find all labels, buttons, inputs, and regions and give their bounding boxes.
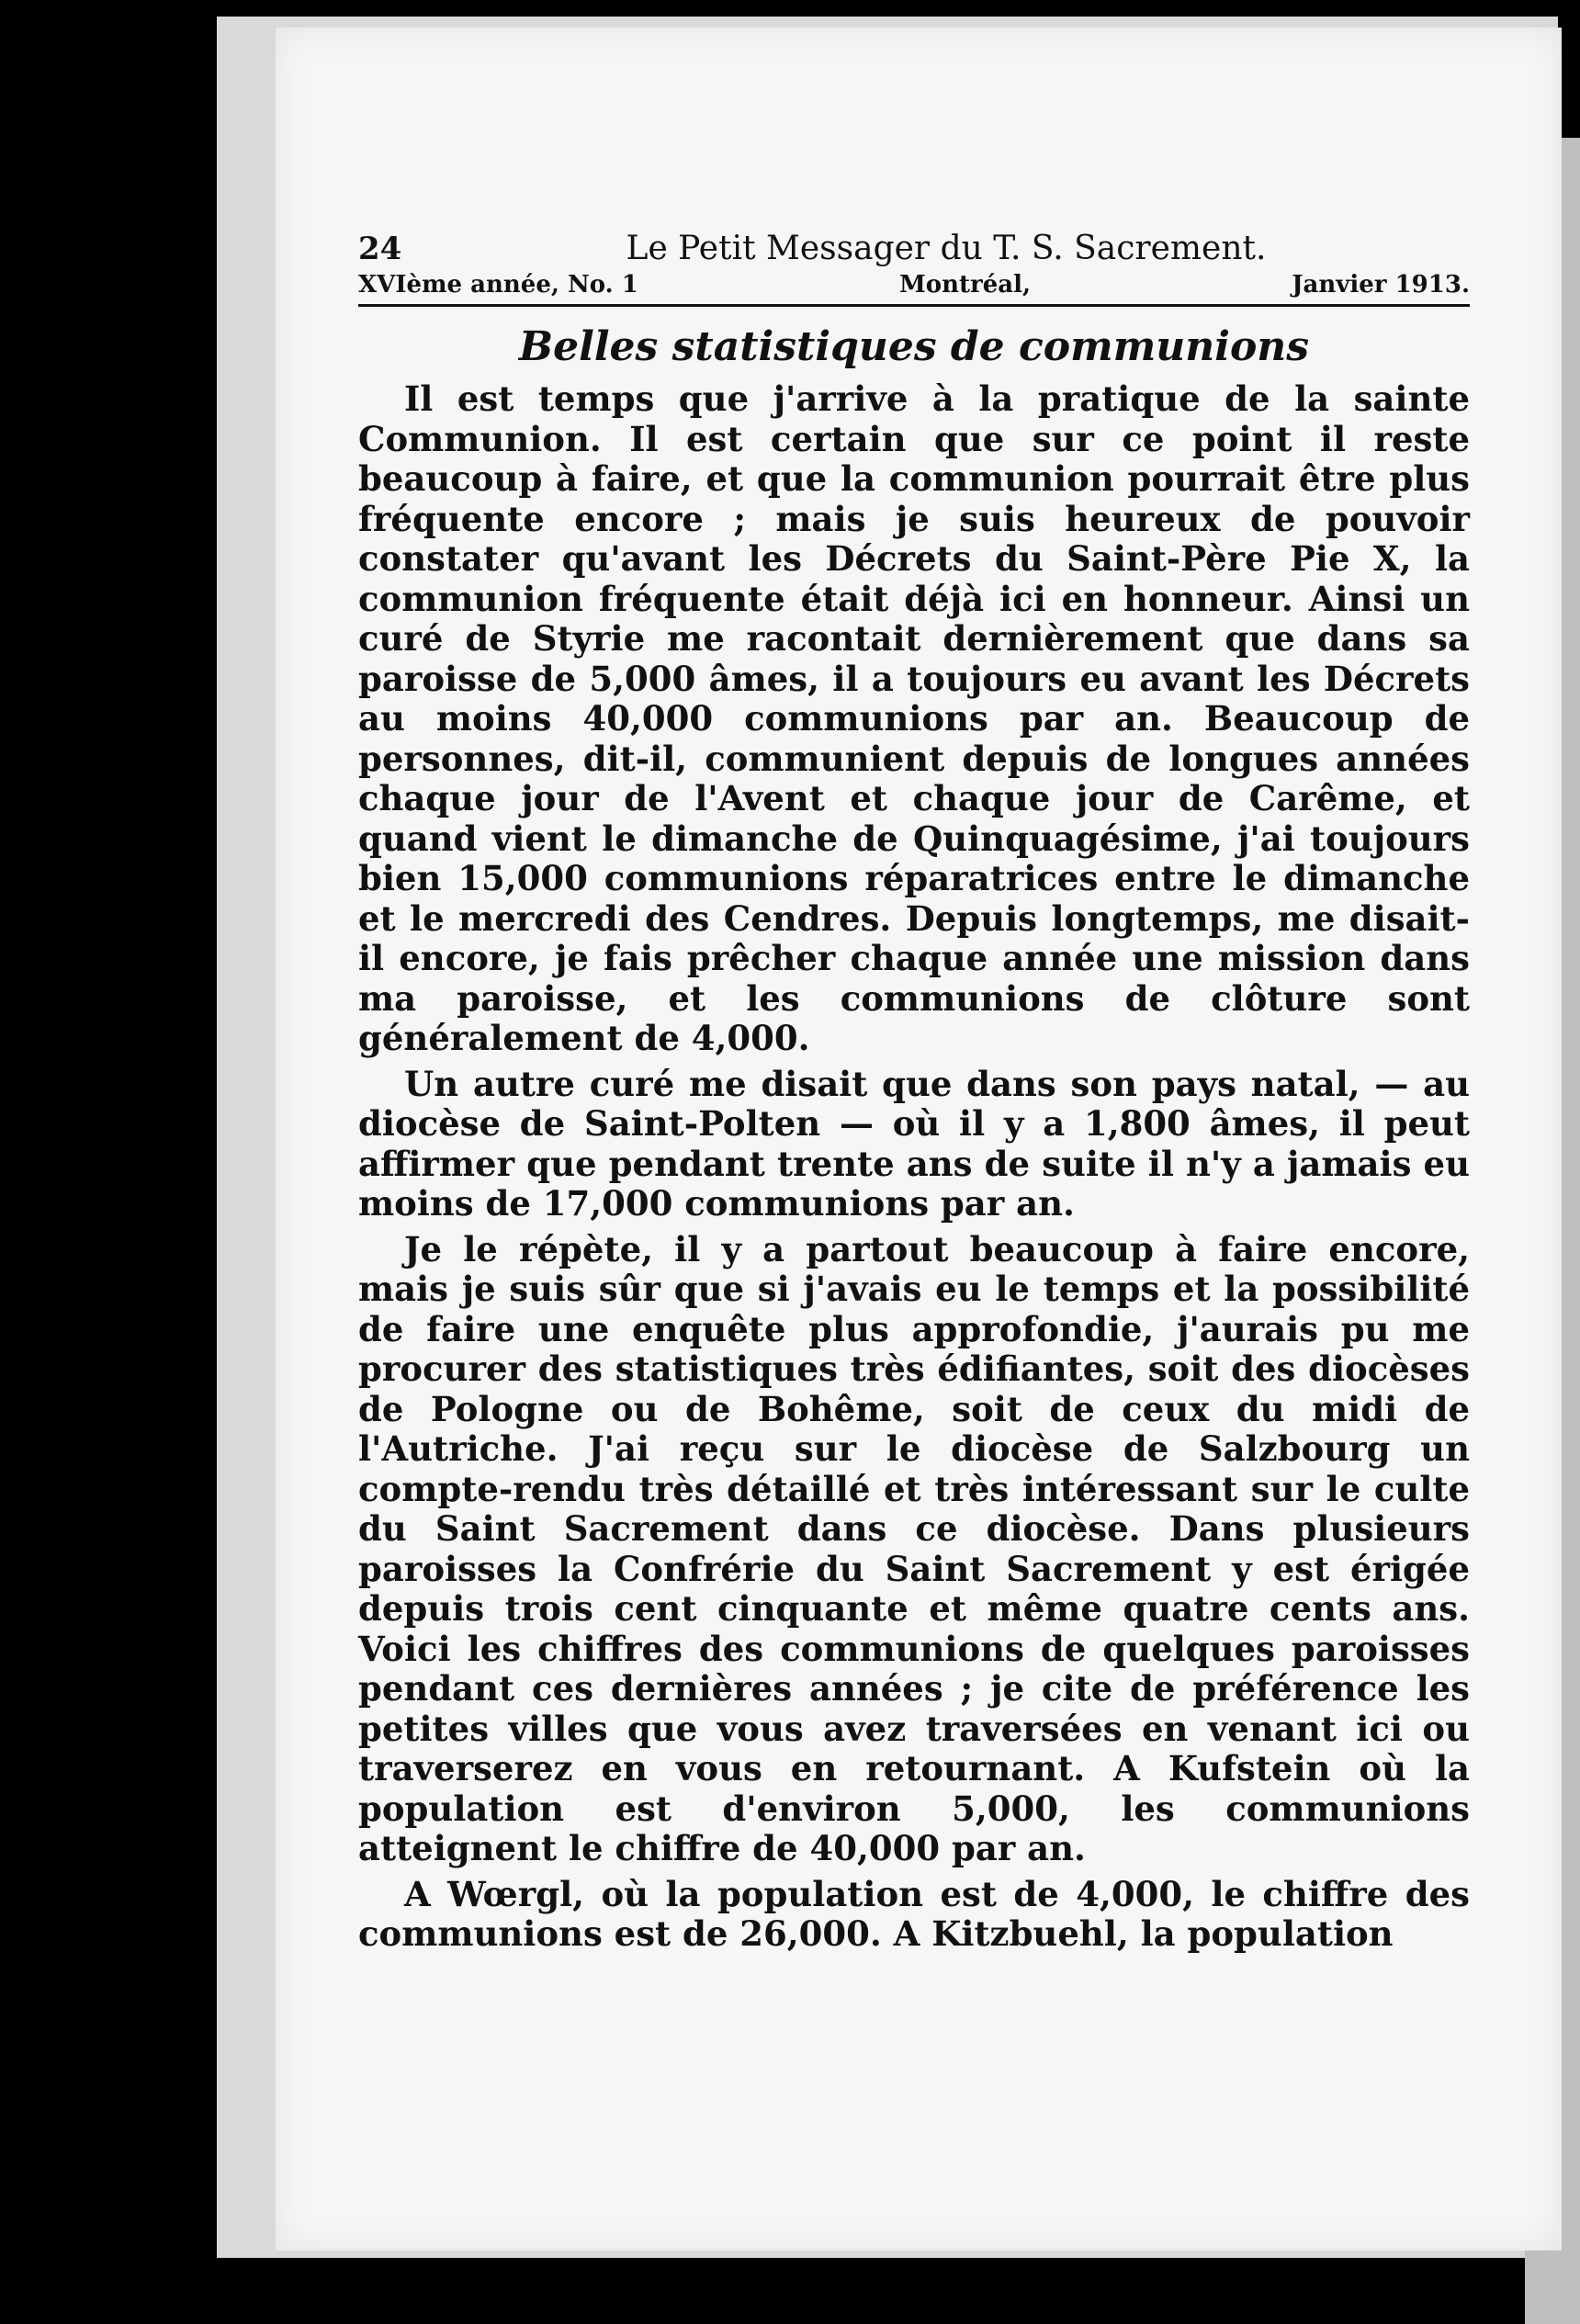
paragraph-2: Un autre curé me disait que dans son pays natal, — au diocèse de Saint-Polten — où il y a 1,800 âmes, il peut affirmer que pendant trente ans de suite il n'y a jamais eu moins de 17,000 communions par an. [358,1063,1470,1224]
paragraph-3: Je le répète, il y a partout beaucoup à faire encore, mais je suis sûr que si j'avais eu le temps et la possibilité de faire une enquête plus approfondie, j'aurais pu me procurer des statistiques très édifiantes, soit des diocèses de Pologne ou de Bohême, soit de ceux du midi de l'Autriche. J'ai reçu sur le diocèse de Salzbourg un compte-rendu très détaillé et très intéressant sur le culte du Saint Sacrement dans ce diocèse. Dans plusieurs paroisses la Confrérie du Saint Sacrement y est érigée depuis trois cent cinquante et même quatre cents ans. Voici les chiffres des communions de quelques paroisses pendant ces dernières années ; je cite de préférence les petites villes que vous avez traversées en venant ici ou traverserez en vous en retournant. A Kufstein où la population est d'environ 5,000, les communions atteignent le chiffre de 40,000 par an. [358,1228,1470,1868]
issue-line [358,271,1470,307]
page-number: 24 [358,231,402,267]
paragraph-4: A Wœrgl, où la population est de 4,000, le chiffre des communions est de 26,000. A Kitzbuehl, la population [358,1873,1470,1954]
paragraph-1: Il est temps que j'arrive à la pratique de la sainte Communion. Il est certain que sur ce point il reste beaucoup à faire, et que la communion pourrait être plus fréquente encore ; mais je suis heureux de pouvoir constater qu'avant les Décrets du Saint-Père Pie X, la communion fréquente était déjà ici en honneur. Ainsi un curé de Styrie me racontait dernièrement que dans sa paroisse de 5,000 âmes, il a toujours eu avant les Décrets au moins 40,000 communions par an. Beaucoup de personnes, dit-il, communient depuis de longues années chaque jour de l'Avent et chaque jour de Carême, et quand vient le dimanche de Quinquagésime, j'ai toujours bien 15,000 communions réparatrices entre le dimanche et le mercredi des Cendres. Depuis longtemps, me disait-il encore, je fais prêcher chaque année une mission dans ma paroisse, et les communions de clôture sont généralement de 4,000. [358,378,1470,1058]
volume-label: XVIème année, No. 1 [358,271,638,299]
page-content [358,230,1470,1960]
city-label: Montréal, [899,271,1032,299]
date-label: Janvier 1913. [1292,271,1470,299]
running-title: Le Petit Messager du T. S. Sacrement. [626,230,1267,267]
article-title: Belles statistiques de communions [518,323,1310,370]
running-header [358,230,1470,267]
